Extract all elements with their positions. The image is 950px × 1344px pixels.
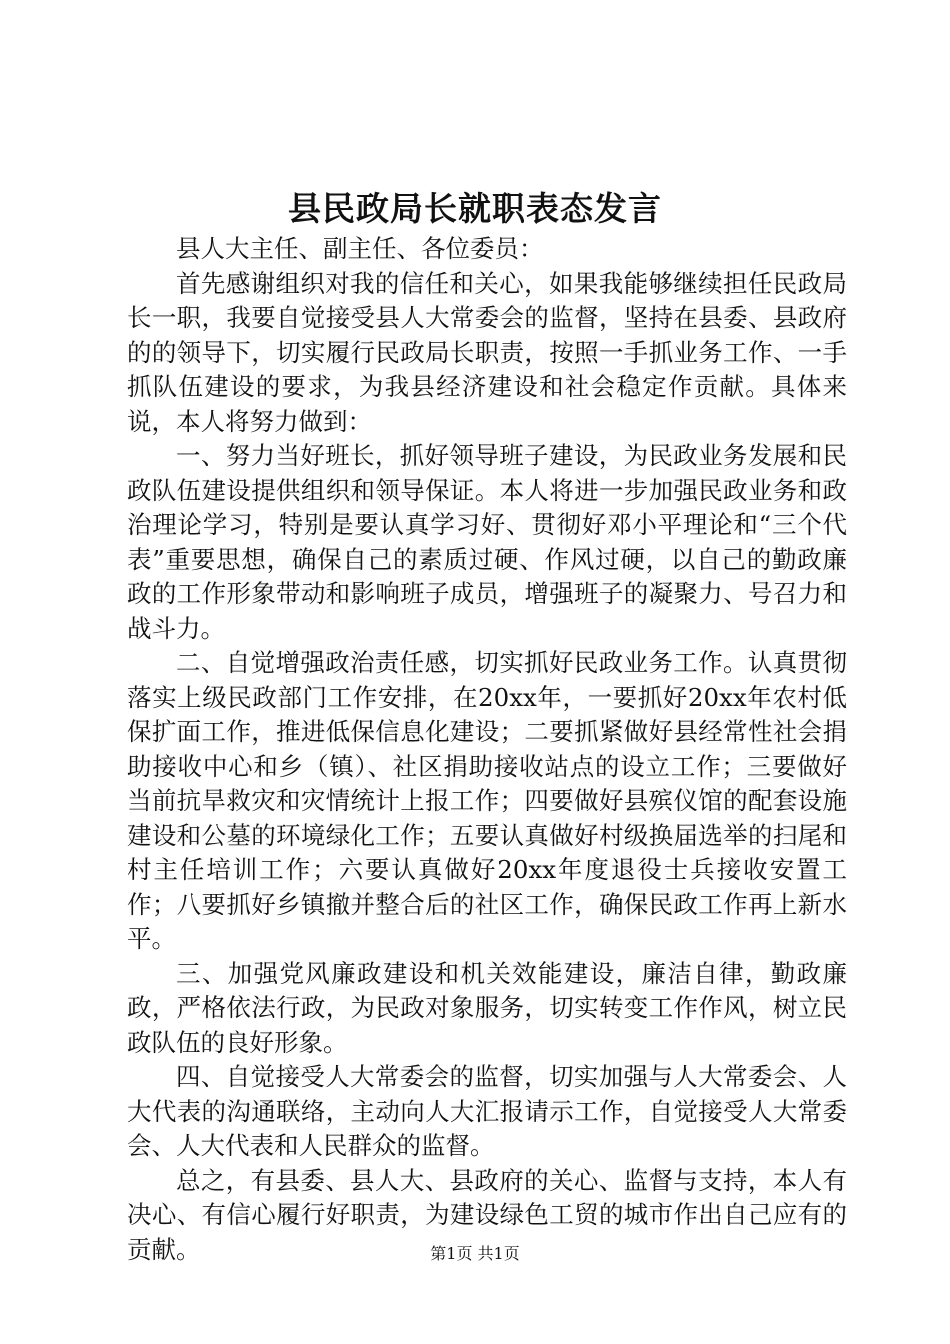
salutation-paragraph: 县人大主任、副主任、各位委员： xyxy=(176,234,544,263)
document-body xyxy=(127,232,847,1267)
intro-paragraph: 首先感谢组织对我的信任和关心，如果我能够继续担任民政局长一职，我要自觉接受县人大常委会的监督，坚持在县委、县政府的的领导下，切实履行民政局长职责，按照一手抓业务工作、一手抓队伍建设的要求，为我县经济建设和社会稳定作贡献。具体来说，本人将努力做到： xyxy=(127,268,847,436)
point-three-paragraph: 三、加强党风廉政建设和机关效能建设，廉洁自律，勤政廉政，严格依法行政，为民政对象服务，切实转变工作作风，树立民政队伍的良好形象。 xyxy=(127,958,847,1057)
point-four-paragraph: 四、自觉接受人大常委会的监督，切实加强与人大常委会、人大代表的沟通联络，主动向人大汇报请示工作，自觉接受人大常委会、人大代表和人民群众的监督。 xyxy=(127,1062,847,1160)
document-title: 县民政局长就职表态发言 xyxy=(288,189,662,228)
page-footer: 第1页 共1页 xyxy=(430,1244,520,1263)
point-two-paragraph: 二、自觉增强政治责任感，切实抓好民政业务工作。认真贯彻落实上级民政部门工作安排，在20xx年，一要抓好20xx年农村低保扩面工作，推进低保信息化建设；二要抓紧做好县经常性社会捐助接收中心和乡（镇）、社区捐助接收站点的设立工作；三要做好当前抗旱救灾和灾情统计上报工作；四要做好县殡仪馆的配套设施建设和公墓的环境绿化工作；五要认真做好村级换届选举的扫尾和村主任培训工作；六要认真做好20xx年度退役士兵接收安置工作；八要抓好乡镇撤并整合后的社区工作，确保民政工作再上新水平。 xyxy=(127,648,847,953)
conclusion-paragraph: 总之，有县委、县人大、县政府的关心、监督与支持，本人有决心、有信心履行好职责，为建设绿色工贸的城市作出自己应有的贡献。 xyxy=(127,1165,847,1264)
point-one-paragraph: 一、努力当好班长，抓好领导班子建设，为民政业务发展和民政队伍建设提供组织和领导保证。本人将进一步加强民政业务和政治理论学习，特别是要认真学习好、贯彻好邓小平理论和“三个代表”重要思想，确保自己的素质过硬、作风过硬，以自己的勤政廉政的工作形象带动和影响班子成员，增强班子的凝聚力、号召力和战斗力。 xyxy=(127,441,847,643)
